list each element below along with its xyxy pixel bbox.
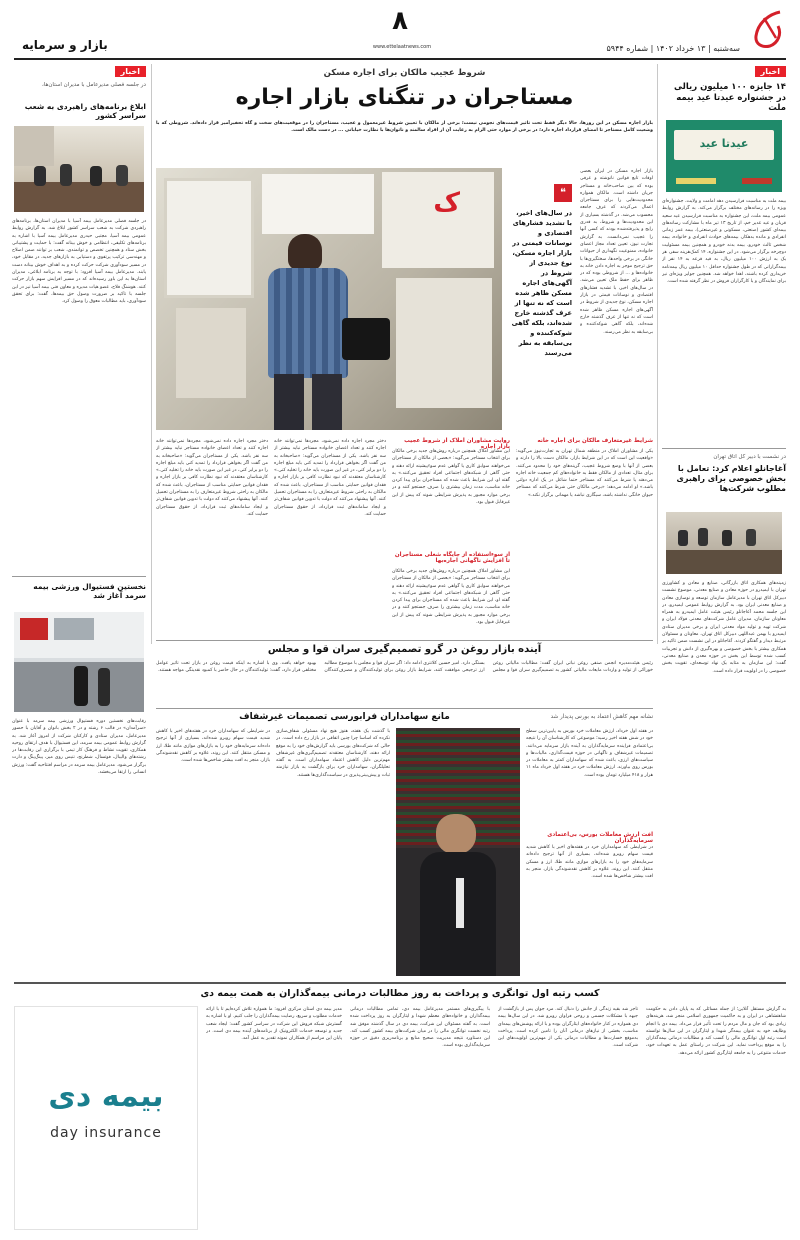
logo <box>750 8 786 52</box>
article-body: با پیگیری‌های مستمر مدیرعامل بیمه دی، تمامی مطالبات درمانی بیمه‌گذاران و خانواده‌های معظم شهدا و ایثارگران به روز پرداخت شده است. به گفته مسئولان این شرکت، بیمه دی در سال گذشته موفق شد رتبه نخست توانگری مالی را در میان شرکت‌های بیمه کشور کسب کند. این دستاورد نتیجه مدیریت صحیح منابع و برنامه‌ریزی دقیق در حوزه سرمایه‌گذاری بوده است. <box>350 1007 490 1049</box>
article-body: این مشاور املاک همچنین درباره روش‌های جدید برخی مالکان برای انتخاب مستاجر می‌گوید: «بعضی از مالکان از مستاجران می‌خواهند سوابق کاری یا گواهی عدم سوءپیشینه ارائه دهند و حتی گاهی از شبکه‌های اجتماعی افراد تحقیق می‌کنند.» به گفته او، این شرایط باعث شده که مستاجران برای پیدا کردن خانه مناسب، مدت زمان بیشتری را صرف جستجو کنند و در برخی موارد مجبور به پذیرش شرایطی شوند که پیش از این غیرقابل قبول بود. <box>392 569 510 626</box>
article-body: دختر مجرد اجاره داده نمی‌شود، مجردها نمی‌توانند خانه اجاره کنند و تعداد اعضای خانواده مستاجر نباید بیشتر از سه نفر باشد. یکی از مستاجران می‌گوید: «صاحبخانه به من گفت اگر بخواهی قرارداد را تمدید کنی باید مبلغ اجاره را دو برابر کنی، در غیر این صورت باید خانه را تخلیه کنی.» کارشناسان معتقدند که نبود نظارت کافی بر بازار اجاره و فقدان قوانین حمایتی مناسب از مستاجران، باعث شده که مالکان به راحتی شروط غیرمتعارف را به مستاجران تحمیل کنند. آنها پیشنهاد می‌کنند که دولت با تدوین قوانین شفاف‌تر و ایجاد سامانه‌های ثبت قرارداد، از حقوق مستاجران حمایت کند. <box>156 439 268 517</box>
section-rule <box>14 982 786 984</box>
rental-ads-photo: ک <box>156 168 502 430</box>
ad-logo-en: day insurance <box>50 1125 162 1141</box>
column-divider <box>657 64 658 644</box>
sidebar-quote: ❝ در سال‌های اخیر، با تشدید فشارهای اقتصادی و نوسانات قیمتی در بازار اجاره مسکن، نوع جدیدی از شروط در آگهی‌های اجاره مسکن ظاهر شده است که نه تنها از عرف گذشته خارج شده‌اند، بلکه گاهی شوکه‌کننده و بی‌سابقه به نظر می‌رسند <box>511 186 572 357</box>
article-body: در شرایطی که سهامداران خرد در هفته‌های اخیر با کاهش شدید قیمت سهام روبرو شده‌اند، بسیاری از آنها ترجیح داده‌اند سرمایه‌های خود را به بازارهای موازی مانند طلا، ارز و مسکن منتقل کنند. این روند، علاوه بر کاهش نقدشوندگی بازار، منجر به افت بیشتر شاخص‌ها شده است. <box>156 729 270 764</box>
pull-quote: افت ارزش معاملات بورس، بی‌اعتمادی سرمایه‌گذاران <box>547 832 653 844</box>
left-column <box>12 64 146 972</box>
header-rule <box>14 58 786 60</box>
article-body: با گذشت یک هفته، هنوز هیچ نهاد مسئولی شفاف‌سازی نکرده که اساسا چرا چنین اتفاقی در بازار رخ داده است. در حالی که شرکت‌های بورسی باید گزارش‌های خود را به موقع ارائه دهند، کارشناسان معتقدند تصمیم‌گیری‌های غیرشفاف مهم‌ترین دلیل کاهش اعتماد سهامداران است. به گفته تحلیلگران، سهامداران خرد برای بازگشت به بازار نیازمند ثبات و پیش‌بینی‌پذیری در سیاست‌گذاری‌ها هستند. <box>276 729 390 778</box>
article-body: بیمه ملت به مناسبت فرارسیدن دهه امامت و ولایت، جشنواره‌ای ویژه را در رسانه‌های مختلف برگزار می‌کند. به گزارش روابط عمومی بیمه ملت، این جشنواره به مناسبت فرارسیدن عید سعید قربان و عید غدیر خم، از تاریخ ۱۳ تیر ماه با مشارکت رسانه‌های بیمه‌ای کشور (صنعتی، مسکونی و غیرصنعتی)، بیمه عمر زمانی انفرادی و مانده بدهکار، بیمه‌های حوادث انفرادی و خانواده، بیمه شخص ثالث خودرو، بیمه بدنه خودرو و همچنین بیمه مسئولیت دوچرخه برگزار می‌شود. در این جشنواره، ۱۴ کمک‌هزینه سفر، هر یک به ارزش ۱۰۰ میلیون ریال، به قید قرعه به ۱۴ نفر از بیمه‌گزارانی که در طول جشنواره حداقل ۱۰ میلیون ریال بیمه‌نامه خریداری کرده باشند، اهدا خواهد شد. همچنین جوایز ویژه‌ای نیز برای نمایندگان و یا کارگزاران فروش در نظر گرفته شده است. <box>662 199 786 285</box>
headline[interactable]: آغاجانلو اعلام کرد: تعامل با بخش خصوصی برای راهبری مطلوب شرکت‌ها <box>676 464 786 493</box>
subhead: از سوءاستفاده از جایگاه شغلی مستاجران تا افزایش ناگهانی اجاره‌بها <box>394 552 510 564</box>
page-header <box>0 0 800 62</box>
kicker: در نشست با دبیر کل اتاق تهران <box>713 454 786 460</box>
subhead: روایت مشاوران املاک از شروط عجیب بازار اجاره <box>404 438 510 450</box>
column-divider <box>151 64 152 644</box>
article-body: تاجر شد بقیه زندگی از جانش را دنبال کند. مرد جوان پس از بازگشت از جبهه با مشکلات جسمی و روحی فراوان روبرو شد. در این سال‌ها بیمه دی همواره در کنار خانواده‌های ایثارگران بوده و با ارائه پوشش‌های بیمه‌ای مناسب، بخشی از نیازهای درمانی آنان را تامین کرده است. پرداخت به‌موقع خسارت‌ها و مطالبات درمانی یکی از مهم‌ترین اولویت‌های این شرکت است. <box>498 1007 638 1049</box>
article-body: زمینه‌های همکاری اتاق بازرگانی، صنایع و معادن و کشاورزی تهران با ایمیدرو در حوزه معادن و صنایع معدنی، موضوع نشست دبیرکل اتاق تهران با مدیرعامل سازمان توسعه و نوسازی معادن و صنایع معدنی ایران بود. به گزارش روابط عمومی ایمیدرو، در این جلسه محمد آغاجانلو رئیس هیئت عامل ایمیدرو به همراه معاونان سازمان، مدیران عامل شرکت‌های معدنی فولاد ایران و شرکت تهیه و تولید مواد معدنی ایران و برخی مدیران ستادی ایمیدرو با بهمن عبداللهی دبیرکل اتاق تهران، معاونان و مسئولان مرتبط دیدار و گفتگو کردند. آغاجانلو در این نشست ضمن تاکید بر همکاری بیشتر با بخش خصوصی و بهره‌گیری از دانش و تجربیات کسب شده توسط این بخش در حوزه معدن و صنایع معدنی، گفت: این سازمان به مثابه یک نهاد توسعه‌ای، تقویت بخش خصوصی را در اولویت قرار داده است. <box>662 581 786 674</box>
article-body: مدیر بیمه دی استان مرکزی افزود: ما همواره تلاش کرده‌ایم تا با ارائه خدمات مطلوب و سریع، رضایت بیمه‌گذاران را جلب کنیم. او با اشاره به گسترش شبکه فروش این شرکت در سراسر کشور گفت: ایجاد شعب جدید و توسعه خدمات الکترونیک از برنامه‌های آینده بیمه دی است. در پایان این مراسم از همکاران نمونه تقدیر به عمل آمد. <box>206 1007 342 1042</box>
page-number: ۸ <box>392 6 408 36</box>
lead-paragraph: بازار اجاره مسکن در این روزها، حالا دیگر فقط تحت تاثیر قیمت‌های نجومی نیست؛ برخی از مالکان با تعیین شروط غیرمعمول و عجیب، مستاجران را در موقعیت‌های سخت و گاه تحقیرآمیز قرار داده‌اند. شروطی که با وضعیت کامل مستاجر تا امضای قرارداد اجاره دارد؛ در برخی از موارد حتی الزام به رعایت آن از افراد سالمند و ناتوان‌ها با نظارت خیابانی ... در دست مالک است. <box>156 121 653 134</box>
advertorial <box>14 986 786 1232</box>
news-tag: اخبار <box>115 66 146 77</box>
news-tag: اخبار <box>755 66 786 77</box>
poster-title: عیدتا عید <box>699 137 749 150</box>
article-body: در هفته اول خرداد، ارزش معاملات خرد بورس به پایین‌ترین سطح خود در شش هفته اخیر رسید؛ موضوعی که کارشناسان آن را نتیجه بی‌اعتمادی فزاینده سرمایه‌گذاران به آینده بازار سرمایه می‌دانند. تصمیمات غیرشفاف و ناگهانی در حوزه قیمت‌گذاری، مالیات‌ها و سیاست‌های ارزی، باعث شده که سهامداران کمتر به معاملات در بورس روی بیاورند. ارزش معاملات خرد در هفته اول خرداد ماه ۱۱ هزار و ۴۱۸ میلیارد تومان بوده است. <box>526 729 653 778</box>
logo-mark-icon <box>750 8 786 52</box>
main-headline[interactable]: مستاجران در تنگنای بازار اجاره <box>235 85 574 110</box>
kicker: شروط عجیب مالکان برای اجاره مسکن <box>323 68 486 78</box>
day-insurance-ad[interactable] <box>14 1006 198 1230</box>
ad-logo-fa: بیمه دی <box>48 1079 164 1114</box>
headline[interactable]: ۱۴ جایزه ۱۰۰ میلیون ریالی در جشنواره عیدتا عید بیمه ملت <box>674 82 786 114</box>
headline[interactable]: نخستین فستیوال ورزشی بیمه سرمد آغاز شد <box>33 582 146 601</box>
headline[interactable]: مانع سهامداران فرابورسی تصمیمات غیرشفاف <box>239 712 450 722</box>
article-body: به گزارش مستقل آنلاین؛ از جمله مسائلی که به پایان دادن به حکومت شاهنشاهی در ایران و به حاکمیت جمهوری اسلامی منجر شد، هزینه‌های زیادی بود که جان و مال مردم را تحت تأثیر قرار می‌داد. بیمه دی با انجام وظایف خود به عنوان بیمه‌گر شهدا و ایثارگران در این سال‌ها توانسته است رتبه اول توانگری مالی را کسب کند و مطالبات درمانی بیمه‌گذاران را به موقع پرداخت نماید. این شرکت در راستای عمل به تعهدات خود، خدمات متنوعی را به جامعه ایثارگری کشور ارائه می‌دهد. <box>646 1007 786 1056</box>
website-url[interactable]: www.ettelaatnews.com <box>372 44 432 50</box>
kicker: در جلسه فصلی مدیرعامل با مدیران استان‌ها، <box>42 82 146 88</box>
article-body: در شرایطی که سهامداران خرد در هفته‌های اخیر با کاهش شدید قیمت سهام روبرو شده‌اند، بسیاری از آنها ترجیح داده‌اند سرمایه‌های خود را به بازارهای موازی مانند طلا، ارز و مسکن منتقل کنند. این روند، علاوه بر کاهش نقدشوندگی بازار، منجر به افت بیشتر شاخص‌ها شده است. <box>526 845 653 880</box>
meeting-photo <box>666 512 782 574</box>
center-feature <box>156 64 653 634</box>
subhead: شرایط غیرمتعارف مالکان برای اجاره خانه <box>537 438 653 444</box>
trader-photo <box>396 728 520 976</box>
article-body: بازار اجاره مسکن در ایران بعضی اوقات تابع قوانین نانوشته و عرفی بوده که بین صاحب‌خانه و مستاجر جریان داشته است. مالکان همواره محدودیت‌هایی را برای مستاجران اعمال می‌کردند که عرف جامعه محسوب می‌شد. در گذشته بسیاری از این محدودیت‌ها و شروط، به قدری رایج و پذیرفته‌شده بودند که کسی آنها را عجیب نمی‌دانست. به گزارش تجارت نیوز، تعیین تعداد مجاز اعضای خانواده، ممنوعیت نگهداری از حیوانات خانگی در برخی واحدها، سختگیری‌ها با حق ترجیح موجر به اجاره دادن خانه به خانواده‌ها و ... از شروطی بوده که در ظاهر برای حفظ ملک تعیین می‌شد. در سال‌های اخیر، با تشدید فشارهای اقتصادی و نوسانات قیمتی در بازار اجاره مسکن، نوع جدیدی از شروط در آگهی‌های اجاره مسکن ظاهر شده است که نه تنها از عرف گذشته خارج شده‌اند، بلکه گاهی شوکه‌کننده و بی‌سابقه به نظر می‌رسند. <box>580 169 653 335</box>
issue-date: سه‌شنبه | ۱۳ خرداد ۱۴۰۲ | شماره ۵۹۴۴ <box>606 44 740 53</box>
stock-market-article <box>156 710 653 978</box>
section-title: بازار و سرمایه <box>22 38 108 52</box>
caption: نشانه مهم کاهش اعتماد به بورس پدیدار شد <box>550 714 653 720</box>
headline[interactable]: ابلاغ برنامه‌های راهبردی به شعب سراسر کشور <box>24 102 146 121</box>
article-body: دختر مجرد اجاره داده نمی‌شود، مجردها نمی‌توانند خانه اجاره کنند و تعداد اعضای خانواده مستاجر نباید بیشتر از سه نفر باشد. یکی از مستاجران می‌گوید: «صاحبخانه به من گفت اگر بخواهی قرارداد را تمدید کنی باید مبلغ اجاره را دو برابر کنی، در غیر این صورت باید خانه را تخلیه کنی.» کارشناسان معتقدند که نبود نظارت کافی بر بازار اجاره و فقدان قوانین حمایتی مناسب از مستاجران، باعث شده که مالکان به راحتی شروط غیرمتعارف را به مستاجران تحمیل کنند. آنها پیشنهاد می‌کنند که دولت با تدوین قوانین شفاف‌تر و ایجاد سامانه‌های ثبت قرارداد، از حقوق مستاجران حمایت کند. <box>274 439 386 517</box>
sports-photo <box>14 612 144 712</box>
article-body: در جلسه فصلی مدیرعامل بیمه آسیا با مدیران استان‌ها، برنامه‌های راهبردی شرکت به شعب سراسر کشور ابلاغ شد. به گزارش روابط عمومی بیمه آسیا، مجتبی حیدری مدیرعامل بیمه آسیا با اشاره به برنامه‌های تکلیفی، انتظامی و خوش بینانه گفت: با حمایت و پشتیبانی بخش ستاد و همچنین تخصص و توانمندی، شعب بر توانند ضمن اصلاح و مهندسی ترکیب پرتفوی و دستیابی به بازارهای جدید، در مقابل خود، در مسیر سودآوری شرکت حرکت کرده و به اهداف خوش بینانه دست یابند. مدیرعامل بیمه آسیا افزود: با توجه به برنامه ابلاغی، مدیران استان‌ها به این باور رسیده‌اند که در مسیر افزایش سهم بازار حرکت کنند. هوشنگ فلاح، عضو هیات مدیره و معاون فنی بیمه آسیا نیز در این جلسه با تاکید بر ضرورت وصول حق بیمه‌ها، گفت: برای تحقق سودآوری، باید مطالبات معوق را وصول کرد. <box>12 219 146 305</box>
oil-market-article <box>156 642 653 706</box>
quote-icon: ❝ <box>554 184 572 202</box>
article-body: رقابت‌های نخستین دوره فستیوال ورزشی بیمه سرمد با عنوان «سرآمدان» در قالب ۶ رشته و در ۲ بخش بانوان و آقایان با حضور مدیرعامل، مدیران ستادی و کارکنان شرکت از امروز آغاز شد. به گزارش روابط عمومی بیمه سرمد، این فستیوال با هدف ارتقای روحیه همکاری، تقویت نشاط و فرهنگ کار تیمی با برگزاری این رقابت‌ها در رشته‌های والیبال، فوتسال، شطرنج، تنیس روی میز، پینگ‌پنگ و دارت برگزار می‌شود. مدیرعامل بیمه سرمد در مراسم افتتاحیه گفت: ورزش انسانی را ارتقا می‌بخشد. <box>12 719 146 776</box>
headline[interactable]: کسب رتبه اول توانگری و پرداخت به روز مطالبات درمانی بیمه‌گذاران به همت بیمه دی <box>200 988 600 999</box>
headline[interactable]: آینده بازار روغن در گرو تصمیم‌گیری سران قوا و مجلس <box>267 644 542 655</box>
promo-poster <box>666 120 782 192</box>
article-body: یکی از مشاوران املاک در منطقه شمال تهران به تجارت‌نیوز می‌گوید: «واقعیت این است که در این شرایط بازار، مالکان دست بالا را دارند و بعضی از آنها با وضع شروط عجیب، گزینه‌های خود را محدود می‌کنند. برای مثال، تعدادی از مالکان فقط به خانواده‌های کم جمعیت خانه اجاره می‌دهند یا شرط می‌کنند که مستاجر حتما شاغل در یک اداره دولتی باشد.» او ادامه می‌دهد: «برخی مالکان حتی شرط می‌کنند که مستاجر حیوان خانگی نداشته باشد، سیگاری نباشد یا مهمانی برگزار نکند.» <box>516 449 653 498</box>
meeting-photo <box>14 126 144 212</box>
article-body: رئیس هیئت‌مدیره انجمن صنفی روغن نباتی ایران گفت: مطالبات مالیاتی روغن خوراکی از تولید و واردات مایعات مالیاتی کشور به تصمیم‌گیری سران قوا و مجلس بستگی دارد. امیر حسین کلانتری ادامه داد: اگر سران قوا و مجلس با موضوع مطالبه ارز ترجیحی موافقت کنند، شرایط بازار روغن برای تولیدکنندگان و مصرف‌کنندگان بهبود خواهد یافت. وی با اشاره به اینکه قیمت روغن در بازار تحت تاثیر عوامل مختلفی قرار دارد، گفت: تولیدکنندگان در حال حاضر با کمبود نقدینگی مواجه هستند. <box>156 661 653 674</box>
article-body: این مشاور املاک همچنین درباره روش‌های جدید برخی مالکان برای انتخاب مستاجر می‌گوید: «بعضی از مالکان از مستاجران می‌خواهند سوابق کاری یا گواهی عدم سوءپیشینه ارائه دهند و حتی گاهی از شبکه‌های اجتماعی افراد تحقیق می‌کنند.» به گفته او، این شرایط باعث شده که مستاجران برای پیدا کردن خانه مناسب، مدت زمان بیشتری را صرف جستجو کنند و در برخی موارد مجبور به پذیرش شرایطی شوند که پیش از این غیرقابل قبول بود. <box>392 449 510 506</box>
